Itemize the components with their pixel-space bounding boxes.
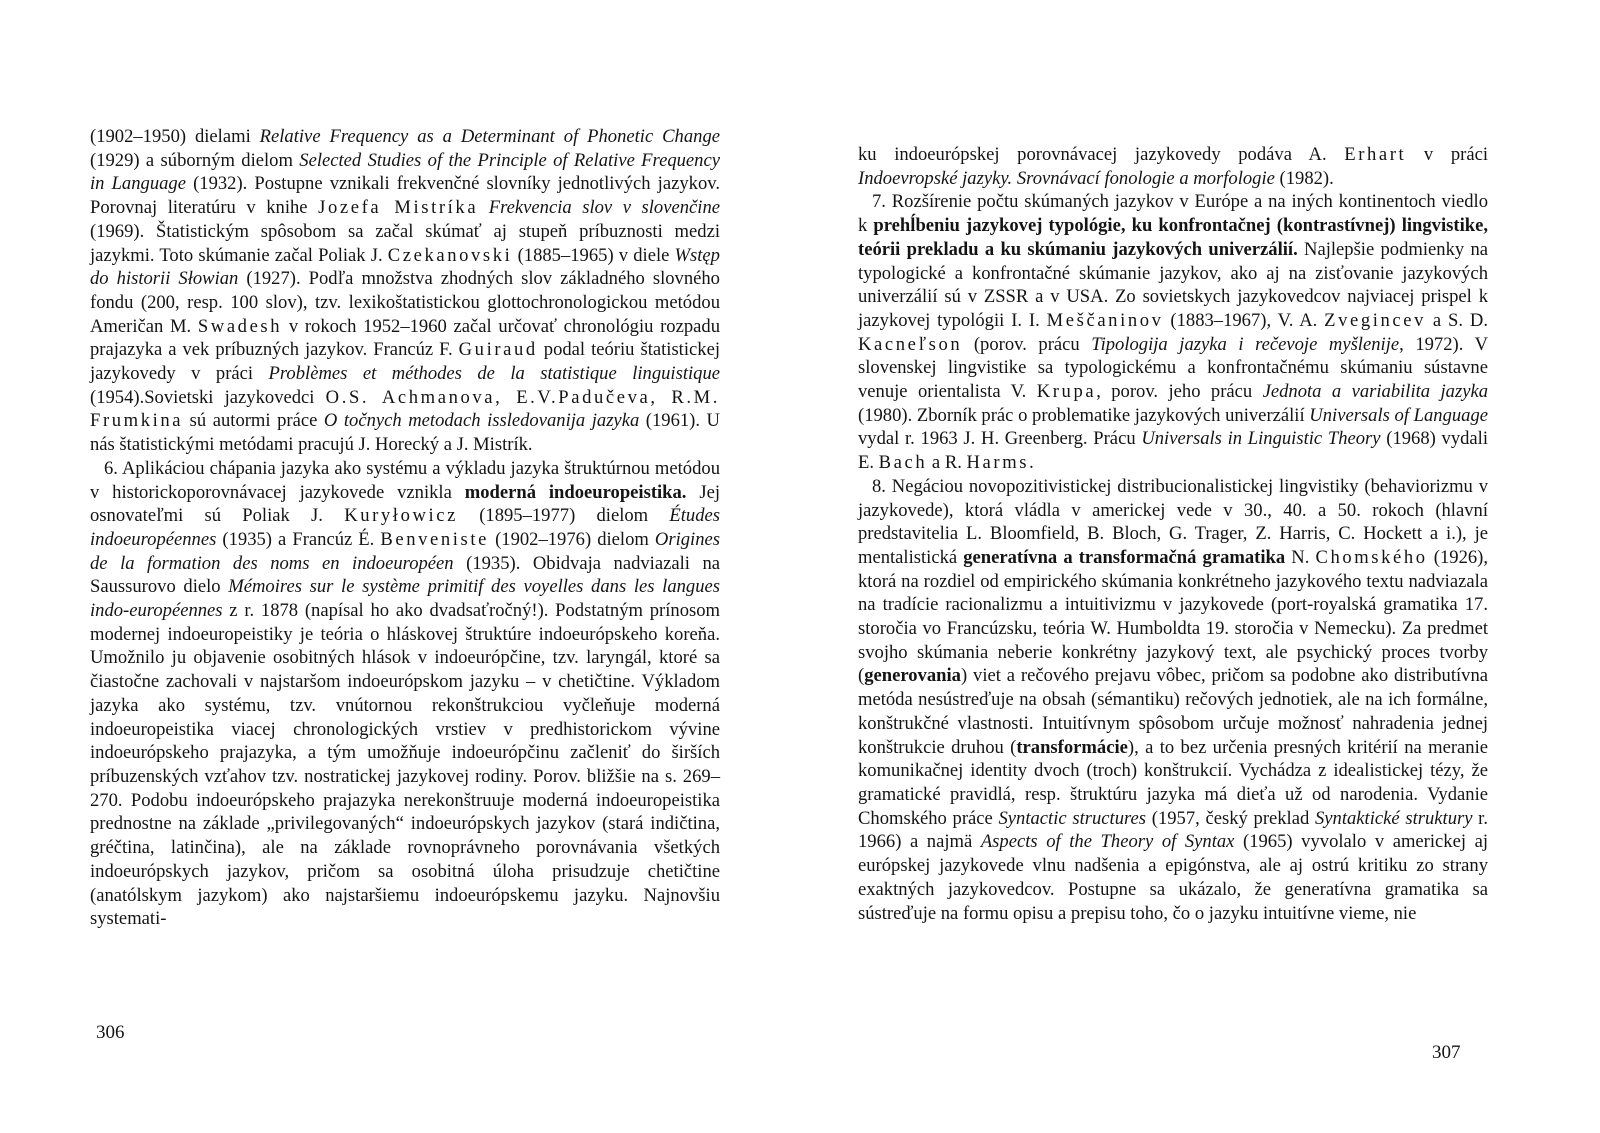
- bold-term: generatívna a transformačná gramatika: [963, 546, 1286, 568]
- right-page: [858, 143, 1488, 925]
- text-run: v práci: [1406, 144, 1488, 165]
- paragraph: [90, 125, 720, 457]
- text-run: (1969). Štatistickým spôsobom sa začal skúmať aj stupeň príbuznosti medzi jazykmi. Toto skúmanie začal Poliak J.: [90, 220, 720, 266]
- spaced-name: Kuryłowicz: [344, 505, 458, 527]
- spaced-name: Guiraud: [458, 339, 538, 361]
- text-run: r. 1966) a najmä: [858, 807, 1489, 853]
- text-run: (1935) a Francúz É.: [216, 528, 381, 550]
- text-run: (1954).Sovietski jazykovedci: [90, 386, 326, 408]
- italic-title: Universals of Language: [1309, 404, 1489, 426]
- spaced-name: O.S. Achmanova, E.V.Padučeva, R.M. Frumkina: [90, 386, 720, 432]
- text-run: , porov. jeho prácu: [1096, 381, 1263, 403]
- bold-term: prehĺbeniu jazykovej typológie, ku konfrontačnej (kontrastívnej) lingvistike, teórii prekladu a ku skúmaniu jazykových univerzálií.: [858, 215, 1488, 260]
- text-run: (1927). Podľa množstva zhodných slov základného slovného fondu (200, resp. 100 slov), tzv. lexikoštatistickou glottochronologickou metódou Američan M.: [90, 268, 720, 337]
- text-run: ), a to bez určenia presných kritérií na meranie komunikačnej identity dvoch (troch) konštrukcií. Vychádza z idealistickej tézy, že gramatické pravidlá, resp. štruktúru jazyka má dieťa už od narodenia. Vydanie Chomského práce: [858, 736, 1488, 829]
- text-run: ku indoeurópskej porovnávacej jazykovedy podáva A.: [858, 144, 1345, 165]
- italic-title: Relative Frequency as a Determinant of Phonetic Change: [259, 126, 720, 147]
- spaced-name: Krupa: [1036, 381, 1097, 403]
- text-run: 7. Rozšírenie počtu skúmaných jazykov v Európe a na iných kontinentoch viedlo k: [858, 191, 1488, 237]
- text-run: [478, 197, 489, 218]
- italic-title: Tipologija jazyka i rečevoje myšlenije: [1091, 333, 1400, 355]
- text-run: 6. Aplikáciou chápania jazyka ako systému a výkladu jazyka štruktúrnou metódou v historickoporovnávacej jazykovede vznikla: [90, 457, 720, 503]
- italic-title: Mémoires sur le système primitif des voyelles dans les langues indo-européennes: [90, 576, 721, 622]
- italic-title: Syntaktické struktury: [1314, 807, 1473, 829]
- text-run: Najlepšie podmienky na typologické a konfrontačné skúmanie jazykov, ako aj na zisťovanie jazykových univerzálií sú v ZSSR a v USA. Zo sovietskych jazykovedcov najviacej prispel k jazykovej typológii I. I.: [858, 238, 1488, 331]
- text-run: (1932). Postupne vznikali frekvenčné slovníky jednotlivých jazykov. Porovnaj literatúru v knihe: [90, 173, 720, 219]
- paragraph: [858, 475, 1488, 925]
- text-run: , 1972). V slovenskej lingvistike sa typologickému a konfrontačnému skúmaniu sústavne venuje orientalista V.: [858, 333, 1489, 403]
- spaced-name: Bach: [878, 452, 928, 474]
- paragraph: [858, 143, 1488, 190]
- spaced-name: Kacneľson: [858, 333, 963, 355]
- right-page-text: [858, 143, 1488, 925]
- italic-title: O točnych metodach issledovanija jazyka: [323, 410, 640, 432]
- spaced-name: Czekanovski: [387, 244, 513, 266]
- bold-term: generovania: [864, 665, 961, 687]
- text-run: .: [1029, 452, 1034, 474]
- italic-title: Indoevropské jazyky. Srovnávací fonologie a morfologie: [858, 167, 1275, 189]
- page-number-right: 307: [1432, 1042, 1461, 1063]
- spaced-name: Zvegincev: [1324, 309, 1427, 331]
- italic-title: Wstęp do historii Słowian: [90, 244, 720, 290]
- text-run: Jej osnovateľmi sú Poliak J.: [90, 481, 721, 527]
- spaced-name: Erhart: [1344, 144, 1407, 165]
- page-number-left: 306: [96, 1022, 125, 1043]
- text-run: 8. Negáciou novopozitivistickej distribucionalistickej lingvistiky (behaviorizmu v jazykovede), ktorá vládla v americkej vede v 30., 40. a 50. rokoch (hlavní predstavitelia L. Bloomfield, B. Bloch, G. Trager, Z. Harris, C. Hockett a i.), je mentalistická: [858, 475, 1488, 568]
- text-run: podal teóriu štatistickej jazykovedy v práci: [90, 339, 720, 385]
- paragraph: [858, 190, 1488, 474]
- paragraph: [90, 457, 720, 931]
- text-run: (1980). Zborník prác o problematike jazykových univerzálií: [858, 404, 1310, 426]
- spaced-name: Benveniste: [380, 528, 490, 550]
- text-run: ) viet a rečového prejavu vôbec, pričom sa podobne ako distributívna metóda nesústreďuje na obsah (sémantiku) rečových jednotiek, ale na ich formálne, konštrukčné vlastnosti. Intuitívnym spôsobom určuje možnosť nahradenia jednej konštrukcie druhou (: [858, 665, 1488, 758]
- italic-title: Frekvencia slov v slovenčine: [488, 197, 720, 219]
- spaced-name: Jozefa Mistríka: [318, 197, 479, 219]
- text-run: vydal r. 1963 J. H. Greenberg. Prácu: [858, 428, 1142, 450]
- italic-title: Origines de la formation des noms en indoeuropéen: [90, 528, 720, 574]
- text-run: N.: [1285, 546, 1316, 568]
- bold-term: transformácie: [1016, 736, 1128, 758]
- text-run: sú autormi práce: [183, 410, 324, 432]
- text-run: (porov. prácu: [962, 333, 1092, 355]
- text-run: (1883–1967), V. A.: [1163, 309, 1325, 331]
- text-run: a S. D.: [1426, 309, 1488, 331]
- spaced-name: Meščaninov: [1046, 309, 1164, 331]
- text-run: (1895–1977) dielom: [457, 505, 670, 527]
- spaced-name: Chomského: [1315, 546, 1428, 568]
- text-run: (1961). U nás štatistickými metódami pracujú J. Horecký a J. Mistrík.: [90, 410, 720, 456]
- text-run: (1968) vydali E.: [858, 428, 1489, 474]
- text-run: (1926), ktorá na rozdiel od empirického skúmania konkrétneho jazykového textu nadviazala na tradície racionalizmu a intuitivizmu v jazykovede (port-royalská gramatika 17. storočia vo Francúzsku, teória W. Humboldta 19. storočia v Nemecku). Za predmet svojho skúmania neberie konkrétny jazykový text, ale psychický proces tvorby (: [858, 546, 1488, 687]
- text-run: (1965) vyvolalo v americkej aj európskej jazykovede vlnu nadšenia a epigónstva, ale aj ostrú kritiku zo strany exaktných jazykovedcov. Postupne sa ukázalo, že generatívna gramatika sa sústreďuje na formu opisu a prepisu toho, čo o jazyku intuitívne vieme, nie: [858, 831, 1489, 924]
- left-page: [90, 125, 720, 931]
- bold-term: moderná indoeuropeistika.: [464, 481, 687, 503]
- spaced-name: Harms: [966, 452, 1030, 474]
- text-run: (1902–1976) dielom: [489, 528, 655, 550]
- text-run: (1929) a súborným dielom: [90, 149, 300, 171]
- text-run: (1902–1950) dielami: [90, 126, 260, 147]
- left-page-text: [90, 125, 720, 931]
- italic-title: Universals in Linguistic Theory: [1141, 428, 1381, 450]
- text-run: z r. 1878 (napísal ho ako dvadsaťročný!). Podstatným prínosom modernej indoeuropeistiky je teória o hláskovej štruktúre indoeurópskeho koreňa. Umožnilo ju objavenie osobitných hlások v indoeurópčine, tzv. laryngál, ktoré sa čiastočne zachovali v najstaršom indoeurópskom jazyku – v chetičtine. Výkladom jazyka ako systému, tzv. vnútornou rekonštrukciou vyčleňuje moderná indoeuropeistika viacej chronologických vrstiev v predhistorickom vývine indoeurópskeho prajazyka, a tým umožňuje indoeurópčinu začleniť do širších príbuzenských vzťahov tzv. nostratickej jazykovej rodiny. Porov. bližšie na s. 269–270. Podobu indoeurópskeho prajazyka nerekonštruuje moderná indoeuropeistika prednostne na základe „privilegovaných“ indoeurópskych jazykov (stará indičtina, gréčtina, latinčina), ale na základe rovnoprávneho porovnávania všetkých indoeurópskych jazykov, pričom sa osobitná úloha prisudzuje chetičtine (anatólskym jazykom) ako najstaršiemu indoeurópskemu jazyku. Najnovšiu systemati-: [90, 600, 720, 930]
- text-run: (1982).: [1274, 167, 1334, 189]
- text-run: a R.: [927, 452, 967, 474]
- italic-title: Syntactic structures: [998, 807, 1147, 829]
- italic-title: Selected Studies of the Principle of Relative Frequency in Language: [90, 149, 720, 195]
- italic-title: Études indoeuropéennes: [90, 505, 720, 550]
- spaced-name: Swadesh: [197, 315, 283, 337]
- text-run: (1957, český preklad: [1146, 807, 1315, 829]
- italic-title: Problèmes et méthodes de la statistique linguistique: [268, 363, 720, 385]
- italic-title: Jednota a variabilita jazyka: [1262, 381, 1488, 403]
- text-run: v rokoch 1952–1960 začal určovať chronológiu rozpadu prajazyka a vek príbuzných jazykov. Francúz F.: [90, 315, 720, 361]
- text-run: (1935). Obidvaja nadviazali na Saussurovo dielo: [90, 552, 720, 598]
- italic-title: Aspects of the Theory of Syntax: [980, 831, 1235, 853]
- text-run: (1885–1965) v diele: [512, 244, 675, 266]
